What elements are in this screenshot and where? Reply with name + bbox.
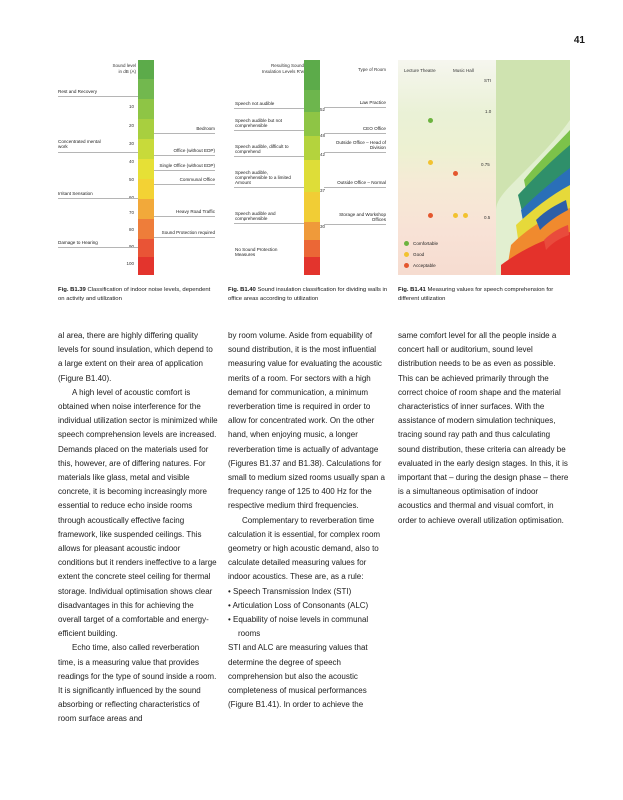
caption-number: Fig. B1.39 (58, 287, 86, 293)
room-outside-office-normal: Outside Office – Normal (337, 180, 386, 185)
scale-segment (138, 239, 154, 257)
scale-segment (138, 257, 154, 275)
level-not-comprehensible: Speech audible but not comprehensible (235, 118, 282, 129)
body-column-1 (58, 329, 218, 727)
legend-comfortable: Comfortable (413, 241, 439, 246)
body-column-3 (398, 329, 570, 528)
sound-level-header-2: in dB (A) (118, 69, 136, 74)
scale-segment (304, 222, 320, 240)
scale-segment (138, 119, 154, 139)
figure-b1-39 (58, 60, 215, 275)
body-column-2 (228, 329, 388, 712)
scale-segment (138, 139, 154, 159)
tick-10: 10 (128, 104, 134, 109)
scale-segment (304, 160, 320, 192)
room-head-of-division: Outside Office – Head of Division (335, 140, 386, 151)
room-law-practice: Law Practice (359, 100, 386, 105)
level-divider (234, 187, 304, 188)
sti-data-point (453, 213, 458, 218)
sti-tick-0-75: 0.75 (481, 162, 490, 167)
insulation-header-1: Resulting Sound (270, 63, 304, 68)
example-divider (154, 184, 215, 185)
level-difficult-comprehend: Speech audible, difficult to comprehend (235, 144, 289, 155)
caption-b1-40 (228, 286, 388, 304)
paragraph: A high level of acoustic comfort is obtained when noise interference for the individual utilization sector is minimized while speech comprehension levels are increased. Demands placed on the materials used for this, however, are of differing natures. For materials like glass, metal and visible concrete, it is becoming increasingly more essential to reduce echo inside rooms through acoustically effective facing framework, like suspended ceilings. This allows for pleasant acoustic indoor conditions but it renders ineffective to a large extent the concrete steel ceiling for thermal storage. Individual optimisation shows clear disadvantages in this for achieving the overall target of a comfortable and energy-efficient building. (58, 387, 218, 639)
paragraph: Complementary to reverberation time calculation it is essential, for complex room geometry or high acoustic demand, also to calculate detailed measuring values for indoor acoustics. These are, as a rule: (228, 515, 381, 582)
tick-30: 30 (128, 141, 134, 146)
paragraph: same comfort level for all the people inside a concert hall or auditorium, sound level distribution needs to be as even as possible. This can be achieved primarily through the correct choice of room shape and the material characteristics of inner surfaces. With the assistance of modern simulation techniques, tracing sound ray path and thus calculating sound distribution, these criteria can already be evaluated in the early design stages. In this, it is important that – during the design phase – there is a simultaneous optimisation of indoor acoustics and thermal and visual comfort, in order to achieve overall utilization optimisation. (398, 331, 569, 525)
paragraph: Echo time, also called reverberation time, is a measuring value that provides readings for the type of sound inside a room. It is significantly influenced by the sound absorbing or reflecting characteristics of room surface areas and (58, 643, 217, 724)
scale-segment (138, 60, 154, 79)
example-divider (154, 133, 215, 134)
scale-segment (304, 136, 320, 160)
tick-37: 37 (320, 188, 326, 193)
tick-60: 60 (128, 195, 134, 200)
room-divider (324, 133, 386, 134)
scale-segment (138, 179, 154, 199)
scale-segment (138, 99, 154, 119)
scale-segment (138, 159, 154, 179)
scale-segment (304, 240, 320, 257)
caption-b1-41 (398, 286, 568, 304)
insulation-header-2: Insulation Levels R'w (261, 69, 304, 74)
page-number: 41 (573, 35, 585, 46)
category-divider (58, 247, 138, 248)
example-divider (154, 237, 215, 238)
example-single-office: Single Office (without EDP) (159, 163, 215, 168)
room-type-header: Type of Room (357, 67, 386, 72)
scale-segment (304, 192, 320, 222)
level-divider (234, 223, 304, 224)
caption-text: Measuring values for speech comprehension for different utilization (398, 287, 554, 303)
sti-data-point (428, 160, 433, 165)
legend-good: Good (413, 252, 425, 257)
header-music-hall: Music Hall (453, 68, 474, 73)
sound-level-header-1: Sound level (112, 63, 136, 68)
legend-acceptable-swatch (404, 263, 409, 268)
music-hall-color-map (496, 60, 570, 275)
tick-30: 30 (320, 224, 326, 229)
category-rest-recovery: Rest and Recovery (58, 89, 98, 94)
sti-tick-0-5: 0.5 (484, 215, 491, 220)
bullet-item: • Equability of noise levels in communal rooms (228, 615, 369, 639)
insulation-scale-bar (304, 60, 320, 275)
legend-good-swatch (404, 252, 409, 257)
scale-segment (304, 257, 320, 275)
example-divider (154, 216, 215, 217)
example-divider (154, 155, 215, 156)
sti-data-point (463, 213, 468, 218)
caption-number: Fig. B1.40 (228, 287, 256, 293)
sti-data-point (453, 171, 458, 176)
room-divider (324, 152, 386, 153)
caption-text: Sound insulation classification for dividing walls in office areas according to utilization (228, 287, 388, 303)
sti-data-point (428, 213, 433, 218)
legend-acceptable: Acceptable (413, 263, 436, 268)
room-divider (324, 224, 386, 225)
caption-text: Classification of indoor noise levels, dependent on activity and utilization (58, 287, 211, 303)
example-heavy-road-traffic: Heavy Road Traffic (176, 209, 215, 214)
header-lecture-theatre: Lecture Theatre (404, 68, 436, 73)
caption-b1-39 (58, 286, 218, 304)
paragraph: STI and ALC are measuring values that determine the degree of speech comprehension but also the acoustic completeness of musical performances (Figure B1.41). In order to achieve the (228, 643, 368, 710)
example-divider (154, 170, 215, 171)
scale-segment (138, 199, 154, 219)
example-office-without-edp: Office (without EDP) (173, 148, 215, 153)
level-limited-amount: Speech audible, comprehensible to a limited Amount (235, 170, 291, 186)
bullet-item: • Speech Transmission Index (STI) (228, 586, 352, 596)
figure-b1-41 (398, 60, 570, 275)
sti-data-point (428, 118, 433, 123)
room-divider (324, 107, 386, 108)
category-damage-hearing: Damage to Hearing (58, 240, 98, 245)
category-divider (58, 96, 138, 97)
category-irritant-sensation: Irritant Sensation (58, 191, 93, 196)
tick-70: 70 (128, 210, 134, 215)
sound-level-scale-bar (138, 60, 154, 275)
sti-axis-title: STI (484, 78, 492, 83)
level-no-protection: No Sound Protection Measures (235, 247, 278, 258)
level-not-audible: Speech not audible (235, 101, 275, 106)
example-bedroom: Bedroom (196, 126, 215, 131)
tick-48: 48 (320, 133, 326, 138)
room-divider (324, 187, 386, 188)
tick-100: 100 (126, 261, 134, 266)
bullet-item: • Articulation Loss of Consonants (ALC) (228, 600, 369, 610)
level-divider (234, 108, 304, 109)
scale-segment (304, 60, 320, 90)
scale-segment (138, 79, 154, 99)
paragraph: by room volume. Aside from equability of sound distribution, it is the most influential measuring value for evaluating the acoustic merits of a room. For sectors with a high demand for communication, a minimum reverberation time is required in order to allow for concentrated work. On the other hand, when enjoying music, a longer reverberation time is actually of advantage (Figures B1.37 and B1.38). Calculations for small to medium sized rooms usually span a frequency range of 125 to 400 Hz for the respective medium third frequencies. (228, 331, 385, 511)
tick-20: 20 (128, 123, 134, 128)
example-sound-protection: Sound Protection required (161, 230, 215, 235)
scale-segment (138, 219, 154, 239)
tick-80: 80 (128, 227, 134, 232)
scale-segment (304, 112, 320, 136)
level-divider (234, 130, 304, 131)
tick-42: 42 (320, 152, 326, 157)
room-ceo-office: CEO Office (362, 126, 386, 131)
tick-90: 90 (128, 244, 134, 249)
scale-segment (304, 90, 320, 112)
category-concentrated-work: Concentrated mental work (58, 139, 101, 150)
legend-comfortable-swatch (404, 241, 409, 246)
category-divider (58, 198, 138, 199)
caption-number: Fig. B1.41 (398, 287, 426, 293)
tick-50: 50 (128, 177, 134, 182)
level-comprehensible: Speech audible and comprehensible (235, 211, 276, 222)
tick-52: 52 (320, 107, 326, 112)
level-divider (234, 156, 304, 157)
example-communal-office: Communal Office (179, 177, 215, 182)
tick-40: 40 (128, 159, 134, 164)
category-divider (58, 152, 138, 153)
figure-b1-40 (228, 60, 386, 275)
sti-tick-1-0: 1.0 (485, 109, 492, 114)
paragraph: al area, there are highly differing quality levels for sound insulation, which depend to a large extent on their area of application (Figure B1.40). (58, 331, 213, 383)
room-storage-workshop: Storage and Workshop Offices (339, 212, 386, 223)
